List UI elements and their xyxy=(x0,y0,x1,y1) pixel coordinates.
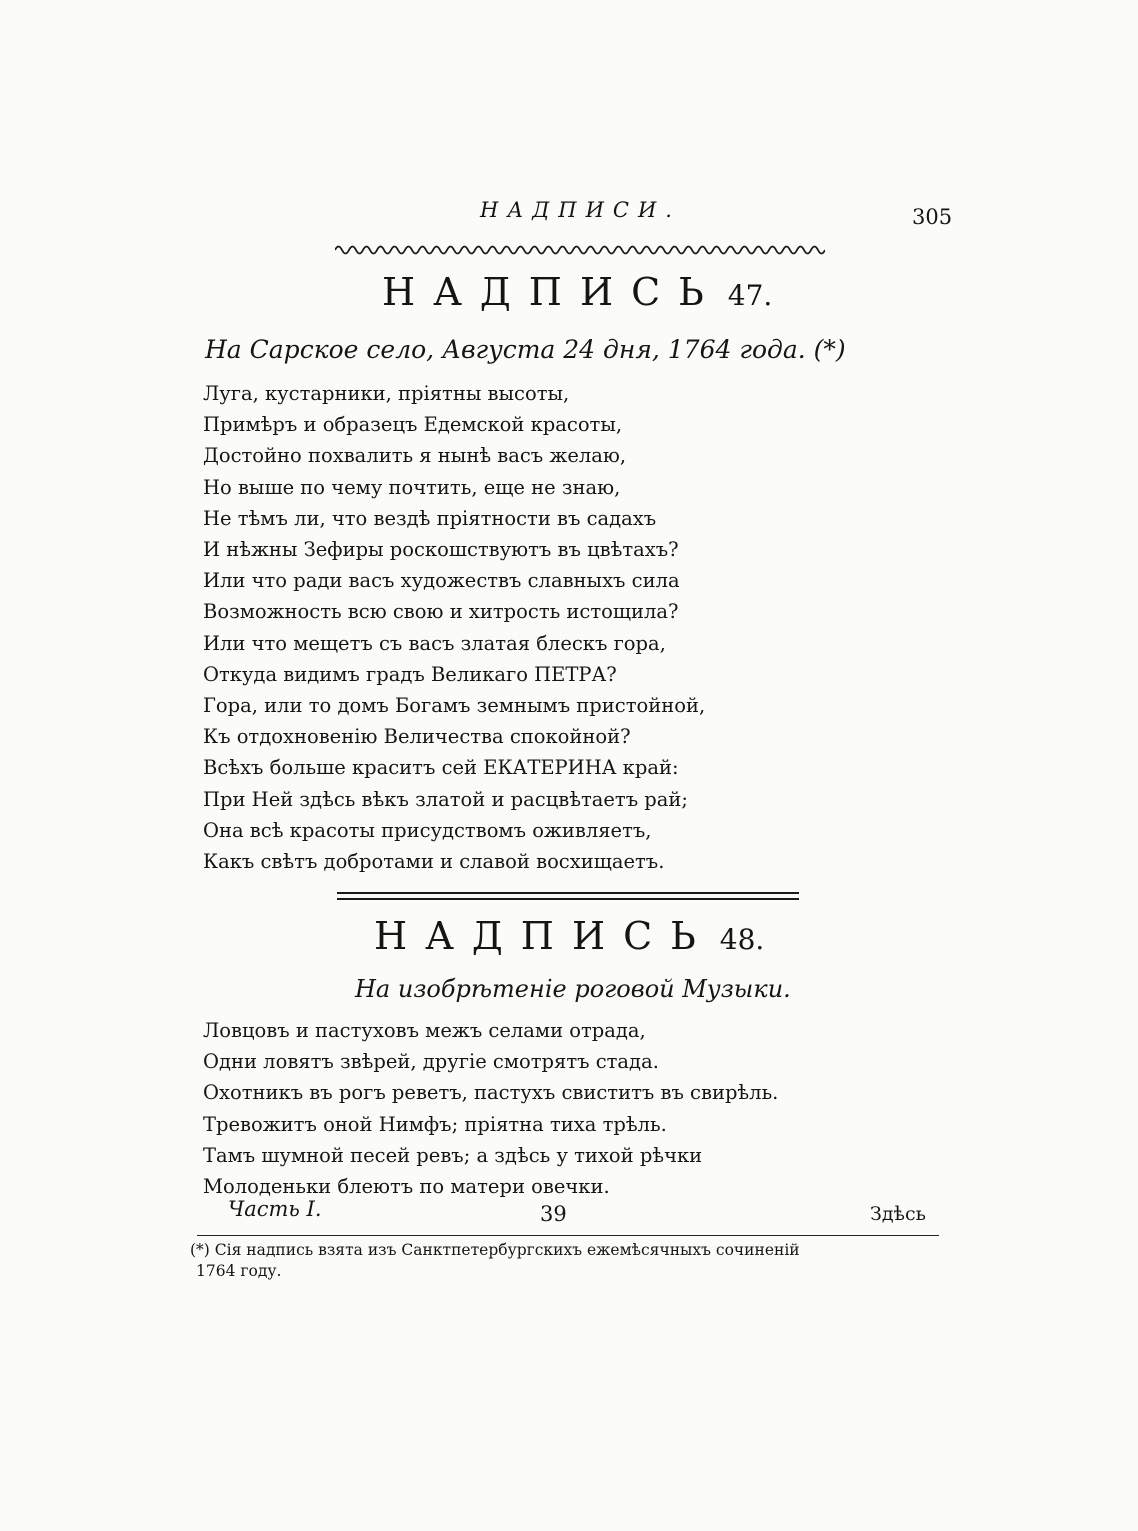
inscription-47-verse xyxy=(203,378,705,877)
verse-line: Или что мещетъ съ васъ златая блескъ гора, xyxy=(203,631,666,655)
footnote xyxy=(190,1240,800,1282)
inscription-48-title-text: НАДПИСЬ xyxy=(374,914,714,958)
verse-line: Къ отдохновенію Величества спокойной? xyxy=(203,725,631,749)
verse-line: Луга, кустарники, пріятны высоты, xyxy=(203,382,570,405)
verse-line: Достойно похвалить я нынѣ васъ желаю, xyxy=(203,444,627,468)
verse-line: Всѣхъ больше краситъ сей ЕКАТЕРИНА край: xyxy=(203,756,679,780)
verse-line: И нѣжны Зефиры роскошствуютъ въ цвѣтахъ? xyxy=(203,538,679,562)
inscription-48-title xyxy=(374,914,764,958)
verse-line: Или что ради васъ художествъ славныхъ сила xyxy=(203,569,680,593)
inscription-48-subtitle: На изобрѣтеніе роговой Музыки. xyxy=(355,975,791,1003)
verse-line: Тревожитъ оной Нимфъ; пріятна тиха трѣль. xyxy=(203,1112,667,1136)
verse-line: Откуда видимъ градъ Великаго ПЕТРА? xyxy=(203,662,617,686)
catchword: Здѣсь xyxy=(870,1203,926,1225)
verse-line: Охотникъ въ рогъ реветъ, пастухъ свиститъ въ свирѣль. xyxy=(203,1081,779,1105)
double-rule-top xyxy=(337,892,799,894)
verse-line: При Ней здѣсь вѣкъ златой и расцвѣтаетъ рай; xyxy=(203,787,688,811)
verse-line: Какъ свѣтъ добротами и славой восхищаетъ. xyxy=(203,850,665,874)
ornamental-wave-divider xyxy=(335,243,825,257)
part-label: Часть I. xyxy=(228,1197,322,1221)
verse-line: Но выше по чему почтить, еще не знаю, xyxy=(203,475,621,499)
footnote-line: 1764 году. xyxy=(196,1262,282,1280)
double-rule-bottom xyxy=(337,898,799,900)
signature-number: 39 xyxy=(540,1202,567,1226)
verse-line: Гора, или то домъ Богамъ земнымъ пристойной, xyxy=(203,694,706,718)
inscription-47-subtitle: На Сарское село, Августа 24 дня, 1764 года. (*) xyxy=(205,335,846,364)
verse-line: Молоденьки блеютъ по матери овечки. xyxy=(203,1175,610,1199)
footnote-line: (*) Сія надпись взята изъ Санктпетербургскихъ ежемѣсячныхъ сочиненій xyxy=(190,1241,800,1259)
verse-line: Ловцовъ и пастуховъ межъ селами отрада, xyxy=(203,1019,646,1042)
verse-line: Она всѣ красоты присудствомъ оживляетъ, xyxy=(203,818,652,842)
verse-line: Примѣръ и образецъ Едемской красоты, xyxy=(203,413,623,437)
footnote-rule xyxy=(197,1235,939,1236)
verse-line: Не тѣмъ ли, что вездѣ пріятности въ садахъ xyxy=(203,506,657,530)
verse-line: Возможность всю свою и хитрость истощила? xyxy=(203,600,679,624)
inscription-48-verse xyxy=(203,1015,778,1202)
verse-line: Тамъ шумной песей ревъ; а здѣсь у тихой рѣчки xyxy=(203,1143,703,1167)
running-head: НАДПИСИ. xyxy=(480,198,681,222)
page-number: 305 xyxy=(912,205,953,229)
inscription-47-title-text: НАДПИСЬ xyxy=(382,270,722,314)
inscription-48-number: 48. xyxy=(719,923,765,956)
inscription-47-number: 47. xyxy=(727,279,773,312)
verse-line: Одни ловятъ звѣрей, другіе смотрятъ стада. xyxy=(203,1050,659,1074)
inscription-47-title xyxy=(382,270,772,314)
